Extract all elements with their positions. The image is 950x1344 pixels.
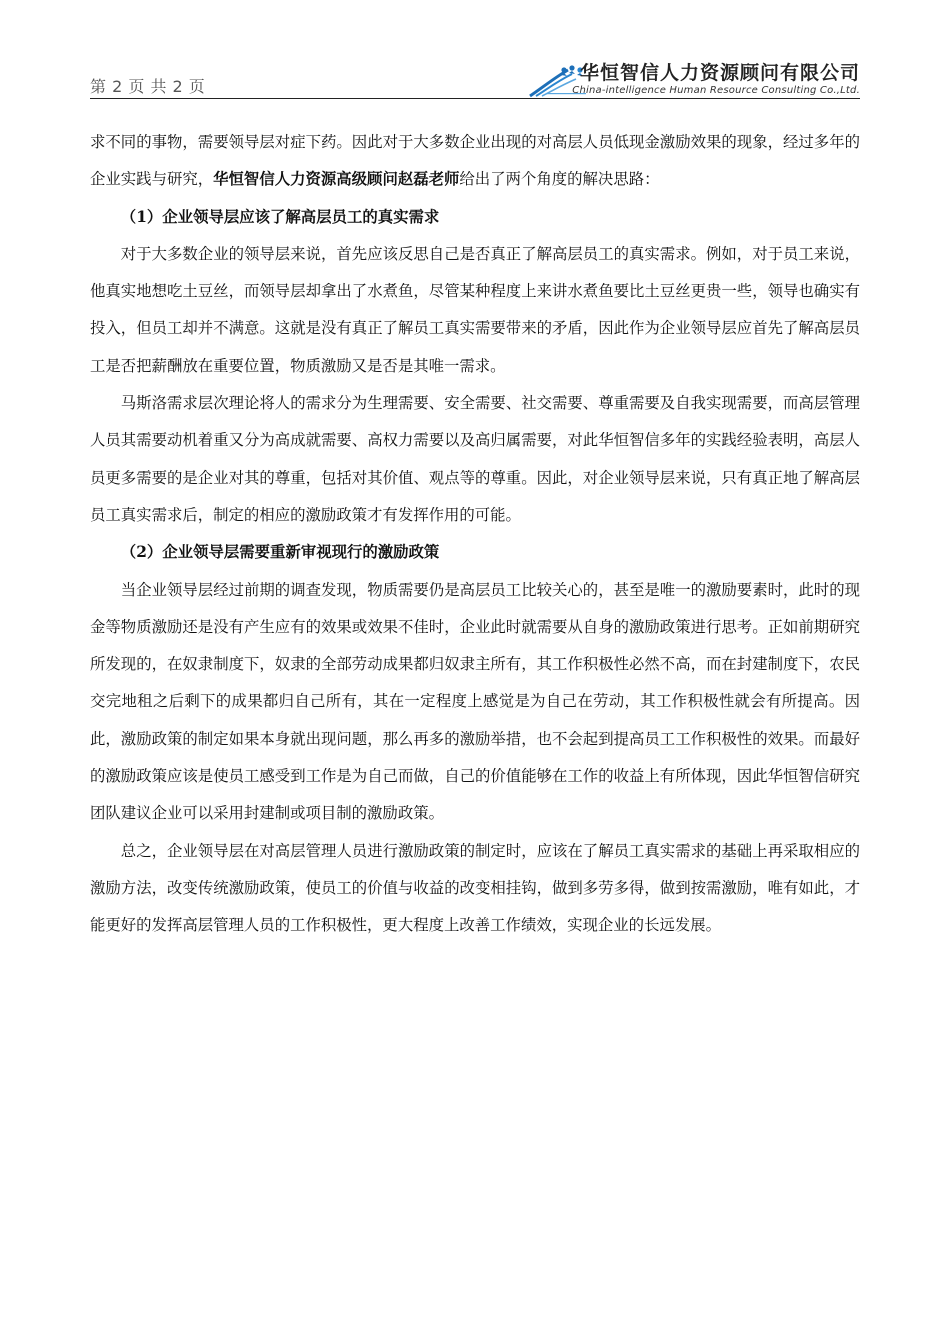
- consultant-name-highlight: 华恒智信人力资源高级顾问赵磊老师: [213, 170, 460, 189]
- paragraph-4: 总之，企业领导层在对高层管理人员进行激励政策的制定时，应该在了解员工真实需求的基础上再采取相应的激励方法，改变传统激励政策，使员工的价值与收益的改变相挂钩，做到多劳多得，做到按需激励，唯有如此，才能更好的发挥高层管理人员的工作积极性，更大程度上改善工作绩效，实现企业的长远发展。: [90, 841, 860, 935]
- paragraph-text: 给出了两个角度的解决思路：: [459, 170, 660, 189]
- paragraph-3: 当企业领导层经过前期的调查发现，物质需要仍是高层员工比较关心的，甚至是唯一的激励要素时，此时的现金等物质激励还是没有产生应有的效果或效果不佳时，企业此时就需要从自身的激励政策进行思考。正如前期研究所发现的，在奴隶制度下，奴隶的全部劳动成果都归奴隶主所有，其工作积极性必然不高，而在封建制度下，农民交完地租之后剩下的成果都归自己所有，其在一定程度上感觉是为自己在劳动，其工作积极性就会有所提高。因此，激励政策的制定如果本身就出现问题，那么再多的激励举措，也不会起到提高员工工作积极性的效果。而最好的激励政策应该是使员工感受到工作是为自己而做，自己的价值能够在工作的收益上有所体现，因此华恒智信研究团队建议企业可以采用封建制或项目制的激励政策。: [90, 580, 860, 823]
- section-heading-1: （1）企业领导层应该了解高层员工的真实需求: [120, 207, 440, 226]
- company-name-cn: 华恒智信人力资源顾问有限公司: [579, 62, 860, 84]
- paragraph-continuation: [90, 124, 860, 199]
- document-body: [90, 124, 860, 945]
- company-name-en: China-intelligence Human Resource Consulting Co.,Ltd.: [572, 85, 860, 96]
- paragraph-1: 对于大多数企业的领导层来说，首先应该反思自己是否真正了解高层员工的真实需求。例如，对于员工来说，他真实地想吃土豆丝，而领导层却拿出了水煮鱼，尽管某种程度上来讲水煮鱼要比土豆丝更贵一些，领导也确实有投入，但员工却并不满意。这就是没有真正了解员工真实需要带来的矛盾，因此作为企业领导层应首先了解高层员工是否把薪酬放在重要位置，物质激励又是否是其唯一需求。: [90, 244, 860, 375]
- page-number: 第 2 页 共 2 页: [90, 77, 206, 96]
- header-divider: [90, 98, 860, 99]
- page-header: [90, 60, 860, 100]
- paragraph-text: 求不同的事物，需要领导层对症下药。因此对于大多数企业出现的对高层人员低现金激励效果的现象，经过多年的企业实践与研究，: [90, 133, 860, 189]
- company-name-block: [572, 62, 860, 97]
- paragraph-2: 马斯洛需求层次理论将人的需求分为生理需要、安全需要、社交需要、尊重需要及自我实现需要，而高层管理人员其需要动机着重又分为高成就需要、高权力需要以及高归属需要，对此华恒智信多年的实践经验表明，高层人员更多需要的是企业对其的尊重，包括对其价值、观点等的尊重。因此，对企业领导层来说，只有真正地了解高层员工真实需求后，制定的相应的激励政策才有发挥作用的可能。: [90, 394, 860, 524]
- section-heading-2: （2）企业领导层需要重新审视现行的激励政策: [120, 543, 440, 562]
